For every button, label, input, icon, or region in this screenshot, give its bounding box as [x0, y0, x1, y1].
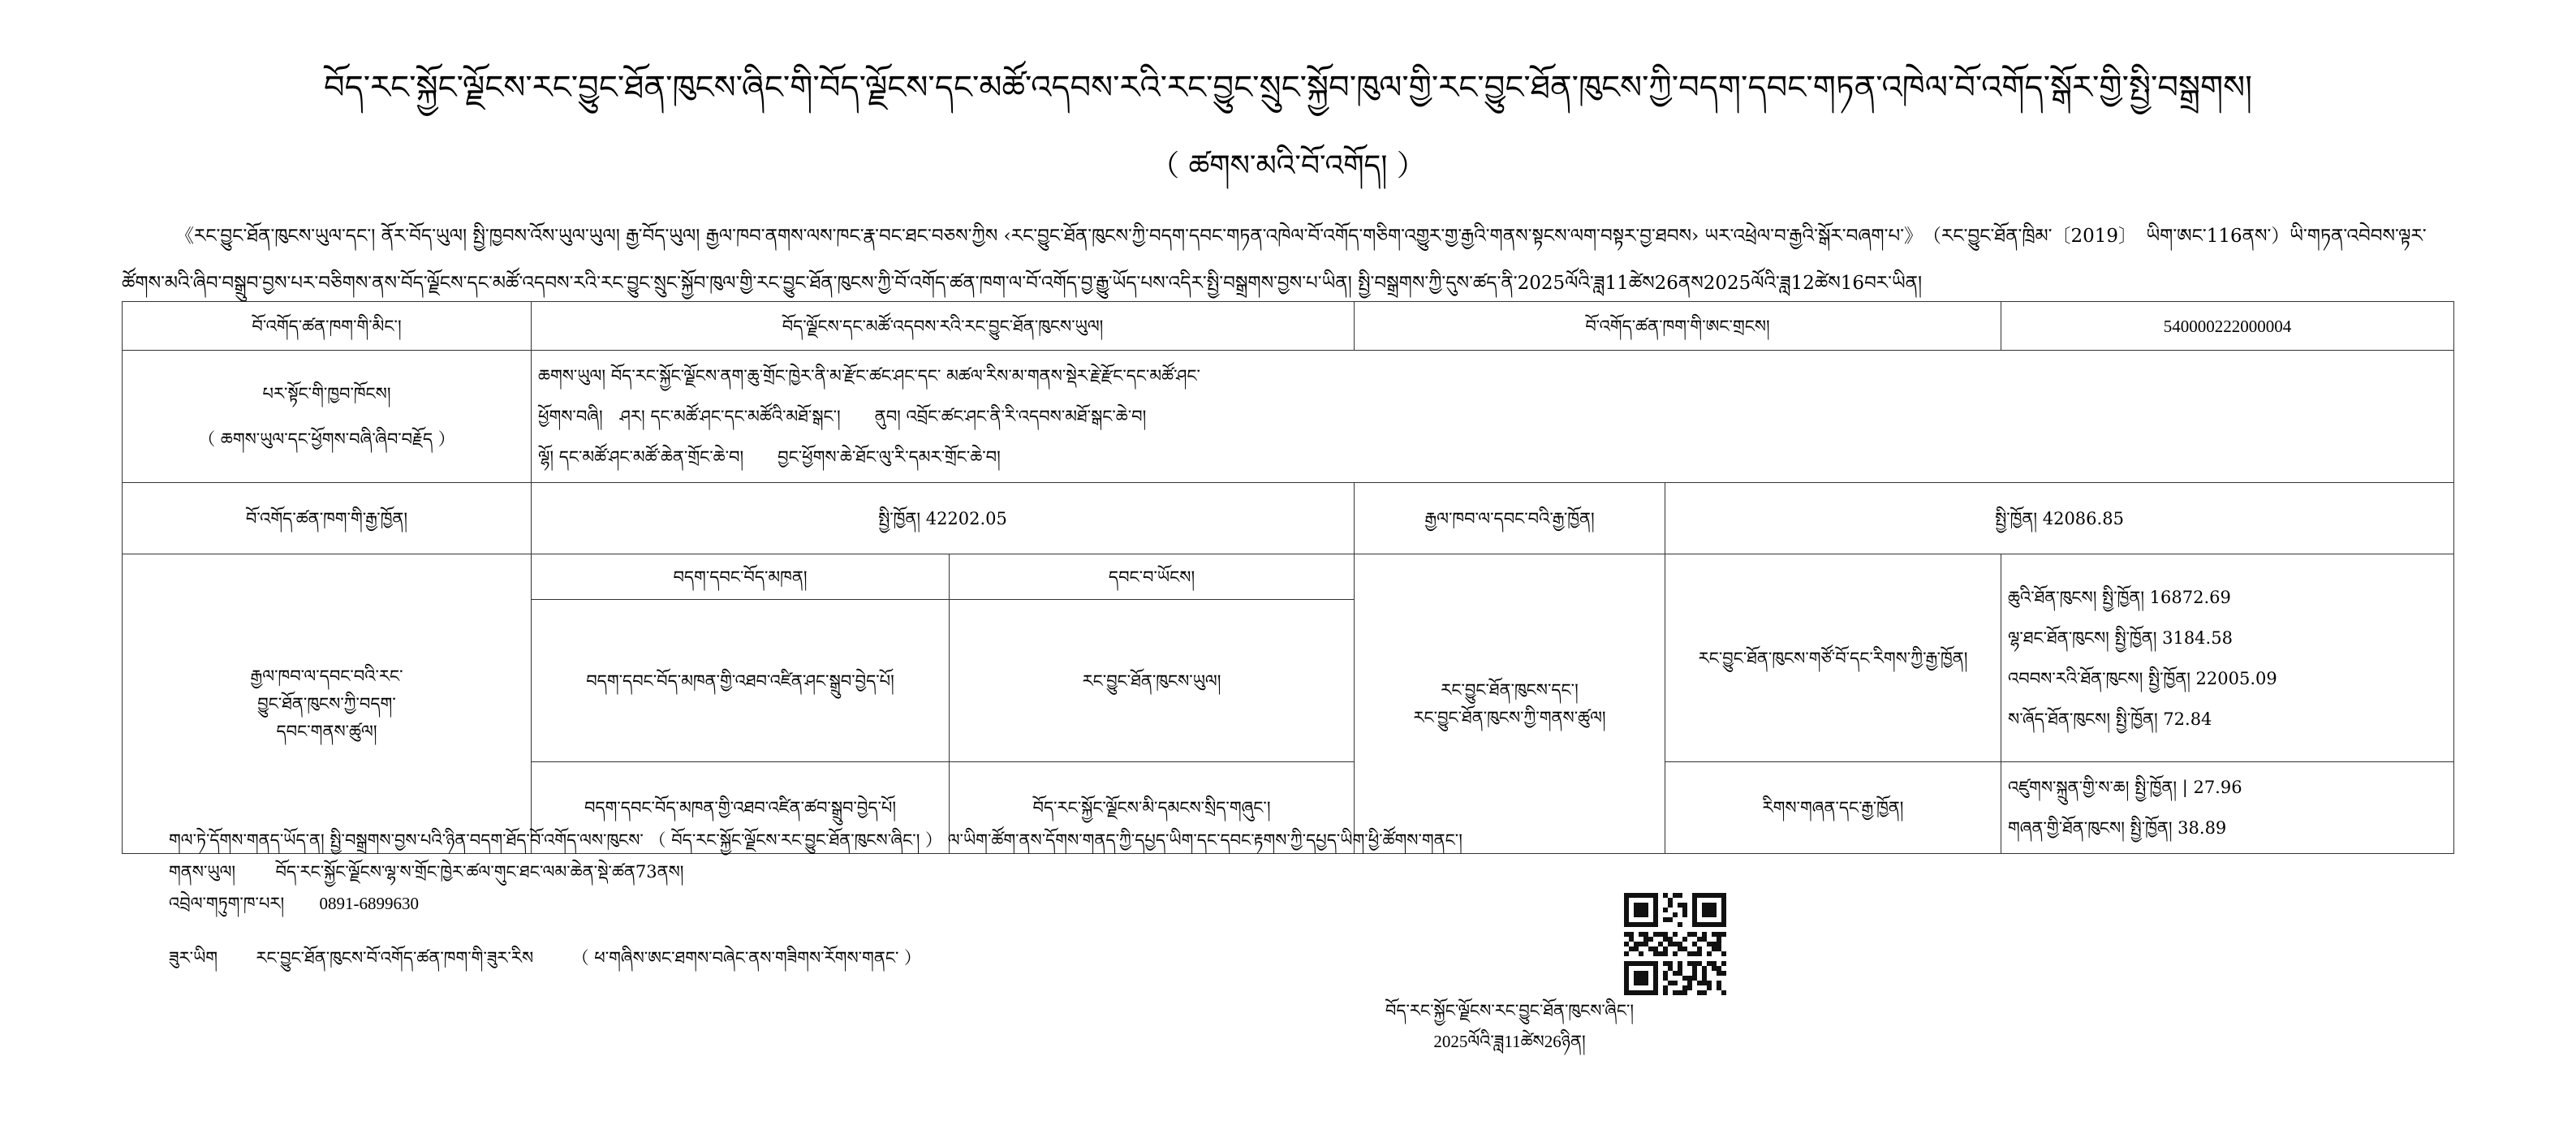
ownership-label-line: རྒྱལ་ཁབ་ལ་དབང་བའི་རང་: [250, 666, 403, 686]
table-row: [123, 351, 2454, 483]
attachment-note: （ ཕ་གཞིས་ཨང་ཐགས་བཞེང་ནས་གཟིགས་རོགས་གནང་ ）: [571, 948, 922, 968]
boundary-label: པར་སྟོང་གི་ཁྱབ་ཁོངས།: [262, 384, 391, 403]
boundary-south-north: ལྷོ། དང་མཚོ་ཤང་མཚོ་ཆེན་གྲོང་ཆེ་བ། བྱང་ཕྱོགས་ཆེ་ཐོང་ལུ་རི་དམར་གྲོང་ཆེ་བ།: [538, 447, 1001, 467]
address-value: བོད་རང་སྐྱོང་ལྗོངས་ལྷ་ས་གྲོང་ཁྱེར་ཚལ་གུང་ཐང་ལམ་ཆེན་སྡེ་ཚན73ནས།: [275, 862, 684, 882]
table-row: [123, 483, 2454, 554]
ownership-label-line: དབང་གནས་ཚུལ།: [276, 722, 377, 741]
main-type-wetland: འབབས་རའི་ཐོན་ཁུངས། སྤྱི་ཁྱོན། 22005.09: [2008, 668, 2277, 688]
boundary-location: ཆགས་ཡུལ། བོད་རང་སྐྱོང་ལྗོངས་ནག་ཆུ་གྲོང་ཁྱེར་ནི་མ་རྫོང་ཚང་ཤང་དང་ མཚལ་རིས་མ་གནས་སྡེར་རྗེ་རྫོང་དང་མཚོ་ཤང་: [538, 366, 1200, 386]
area-value: སྤྱི་ཁྱོན། 42202.05: [532, 483, 1355, 554]
main-type-water: ཆུའི་ཐོན་ཁུངས། སྤྱི་ཁྱོན། 16872.69: [2008, 587, 2231, 607]
ownership-label-line: བྱུང་ཐོན་ཁུངས་ཀྱི་བདག་: [257, 694, 396, 714]
table-row: [123, 302, 2454, 351]
owner-2: བདག་དབང་བོད་མཁན་གྱི་འཐབ་འཛིན་ཚབ་སྒྲུབ་བྱེད་པོ།: [532, 762, 950, 854]
attachment-label: ཟུར་ཡིག: [169, 948, 218, 968]
owner-header: བདག་དབང་བོད་མཁན།: [532, 554, 950, 600]
boundary-label-cell: [123, 351, 532, 483]
boundary-sublabel: （ ཆགས་ཡུལ་དང་ཕྱོགས་བཞི་ཞིབ་བརྗོད ）: [198, 429, 455, 449]
other-types-values: [2001, 762, 2454, 854]
unit-code-value: 540000222000004: [2001, 302, 2454, 351]
phone-label: འབྲེལ་གཏུག་ཁ་པར།: [169, 894, 285, 913]
level-1: རང་བྱུང་ཐོན་ཁུངས་ཡུལ།: [950, 600, 1355, 762]
area-label: བོ་འགོད་ཚན་ཁག་གི་རྒྱ་ཁྱོན།: [123, 483, 532, 554]
main-type-grass: ལྷ་ཐང་ཐོན་ཁུངས། སྤྱི་ཁྱོན། 3184.58: [2008, 627, 2233, 648]
document-subtitle: （ ཚགས་མའི་བོ་འགོད། ）: [1150, 149, 1426, 183]
main-types-label: རང་བྱུང་ཐོན་ཁུངས་གཙོ་བོ་དང་རིགས་ཀྱི་རྒྱ་ཁྱོན།: [1665, 554, 2001, 762]
other-type-other: གཞན་གྱི་ཐོན་ཁུངས། སྤྱི་ཁྱོན། 38.89: [2008, 818, 2227, 838]
unit-code-label: བོ་འགོད་ཚན་ཁག་གི་ཨང་གྲངས།: [1355, 302, 2001, 351]
boundary-description: [532, 351, 2454, 483]
category-label-line: རང་བྱུང་ཐོན་ཁུངས་ཀྱི་གནས་ཚུལ།: [1413, 708, 1606, 727]
level-2: བོད་རང་སྐྱོང་ལྗོངས་མི་དམངས་སྲིད་གཞུང་།: [950, 762, 1355, 854]
registration-table: [122, 301, 2454, 854]
main-type-land: ས་ཞོད་ཐོན་ཁུངས། སྤྱི་ཁྱོན། 72.84: [2008, 709, 2212, 729]
address-label: གནས་ཡུལ།: [169, 862, 236, 882]
other-types-label: རིགས་གཞན་དང་རྒྱ་ཁྱོན།: [1665, 762, 2001, 854]
unit-name-label: བོ་འགོད་ཚན་ཁག་གི་མིང་།: [123, 302, 532, 351]
table-row: [123, 554, 2454, 600]
attachment-value: རང་བྱུང་ཐོན་ཁུངས་བོ་འགོད་ཚན་ཁག་གི་ཟུར་རིས: [256, 948, 534, 968]
phone-value: 0891-6899630: [319, 894, 420, 913]
state-area-value: སྤྱི་ཁྱོན། 42086.85: [1665, 483, 2454, 554]
unit-name-value: བོད་ལྗོངས་དང་མཚོ་འདབས་རའི་རང་བྱུང་ཐོན་ཁུངས་ཡུལ།: [532, 302, 1355, 351]
issue-date: 2025ལོའི་ཟླ11ཚེས26ཉིན།: [1433, 1032, 1586, 1051]
category-label-line: རང་བྱུང་ཐོན་ཁུངས་དང་།: [1441, 680, 1579, 700]
document-title: བོད་རང་སྐྱོང་ལྗོངས་རང་བྱུང་ཐོན་ཁུངས་ཞིང་གི་བོད་ལྗོངས་དང་མཚོ་འདབས་རའི་རང་བྱུང་སྲུང་སྐྱོབ་ཁུལ་གྱི་རང་བྱུང་ཐོན་ཁུངས་ཀྱི་བདག་དབང་གཏན་འཁེལ་བོ་འགོད་སྒོར་གྱི་སྤྱི་བསྒྲགས།: [323, 69, 2253, 106]
footer-phone: [169, 890, 419, 917]
main-types-values: [2001, 554, 2454, 762]
category-label-cell: [1355, 554, 1665, 854]
owner-1: བདག་དབང་བོད་མཁན་གྱི་འཐབ་འཛིན་ཤང་སྒྲུབ་བྱེད་པོ།: [532, 600, 950, 762]
footer-address: [169, 858, 683, 886]
intro-paragraph: 《རང་བྱུང་ཐོན་ཁུངས་ཡུལ་དང་། ནོར་བོད་ཡུལ། སྤྱི་ཁྱབས་འོས་ཡུལ་ཡུལ། རྒྱ་བོད་ཡུལ། རྒྱལ་ཁབ་ནགས་ལས་ཁང་རྣ་བང་ཐང་བཅས་ཀྱིས ‹རང་བྱུང་ཐོན་ཁུངས་ཀྱི་བདག་དབང་གཏན་འཁེལ་བོ་འགོད་གཅིག་འགྱུར་གྱ་རྒྱའི་གནས་སྟངས་ལག་བསྟར་བྱ་ཐབས› ཡར་འཕྲེལ་བ་རྒྱའི་སྒོར་བཞག་པ་》 （རང་བྱུང་ཐོན་ཁྲིམ་〔2019〕 ཡིག་ཨང་116ནས་）ཡི་གཏན་འབེབས་ལྟར་ཚོགས་མའི་ཞིབ་བསྒྲུབ་བྱས་པར་བཅིགས་ནས་བོད་ལྗོངས་དང་མཚོ་འདབས་རའི་རང་བྱུང་སྲུང་སྐྱོབ་ཁུལ་གྱི་རང་བྱུང་ཐོན་ཁུངས་ཀྱི་བོ་འགོད་ཚན་ཁག་ལ་བོ་འགོད་བྱ་རྒྱུ་ཡོད་པས་འདིར་སྤྱི་བསྒྲགས་བྱས་པ་ཡིན། སྤྱི་བསྒྲགས་ཀྱི་དུས་ཚད་ནི་2025ལོའི་ཟླ11ཚེས26ནས2025ལོའི་ཟླ12ཚེས16བར་ཡིན།: [122, 226, 2427, 294]
qr-code: [1624, 893, 1726, 995]
state-area-label: རྒྱལ་ཁབ་ལ་དབང་བའི་རྒྱ་ཁྱོན།: [1355, 483, 1665, 554]
ownership-label-cell: [123, 554, 532, 854]
boundary-east-west: ཕྱོགས་བཞི། ཤར། དང་མཚོ་ཤང་དང་མཚོའི་མཐོ་སྒང་། ནུབ། འབྲོང་ཚང་ཤང་ནི་རི་འདབས་མཐོ་སྒང་ཆེ་བ།: [538, 407, 1147, 426]
issuer-name: བོད་རང་སྐྱོང་ལྗོངས་རང་བྱུང་ཐོན་ཁུངས་ཞིང་།: [1385, 1001, 1635, 1020]
footer-attachment: [169, 944, 921, 972]
level-header: དབང་བ་ཡོངས།: [950, 554, 1355, 600]
other-type-construction: འཛུགས་སྐྲུན་གྱི་ས་ཆ། སྤྱི་ཁྱོན། | 27.96: [2008, 778, 2242, 797]
footer-note: གལ་ཏེ་དོགས་གནད་ཡོད་ན། སྤྱི་བསྒྲགས་བྱས་པའི་ཉིན་བདག་ཐོད་བོ་འགོད་ལས་ཁུངས་ （ བོད་རང་སྐྱོང་ལྗོངས་རང་བྱུང་ཐོན་ཁུངས་ཞིང་། ） ལ་ཡིག་ཚོག་ནས་དོགས་གནད་ཀྱི་དཔྱད་ཡིག་དང་དབང་རྟགས་ཀྱི་དཔྱད་ཡིག་ཕྱི་ཚོགས་གནང་།: [169, 830, 1462, 850]
